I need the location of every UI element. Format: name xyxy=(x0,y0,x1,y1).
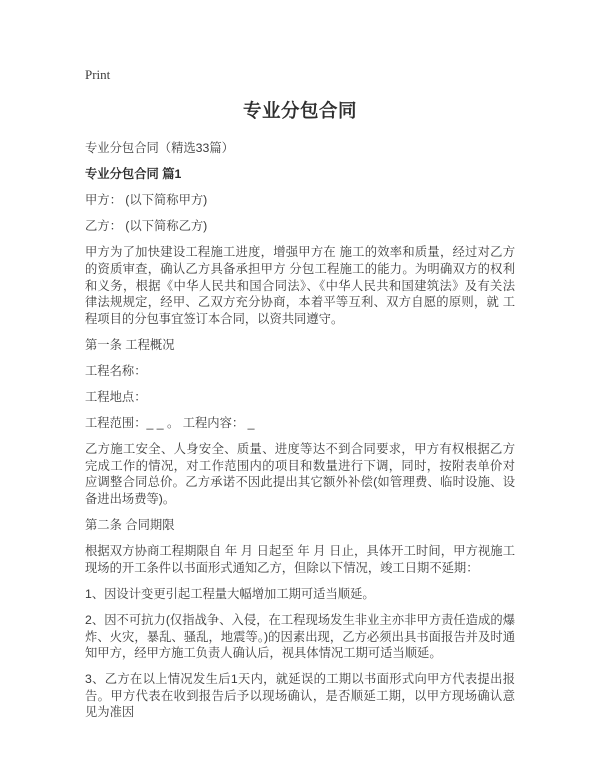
clause-2: 2、因不可抗力(仅指战争、入侵，在工程现场发生非业主亦非甲方责任造成的爆炸、火灾，暴乱、骚乱，地震等。)的因素出现，乙方必须出具书面报告并及时通知甲方，经甲方施工负责人确认后，视具体情况工期可适当顺延。 xyxy=(85,612,515,661)
heading-article-1: 第一条 工程概况 xyxy=(85,337,175,352)
paragraph-duration: 根据双方协商工程期限自 年 月 日起至 年 月 日止，具体开工时间，甲方视施工现场的开工条件以书面形式通知乙方，但除以下情况，竣工日期不延期： xyxy=(85,544,515,575)
clause-1: 1、因设计变更引起工程量大幅增加工期可适当顺延。 xyxy=(85,586,375,601)
clause-3: 3、乙方在以上情况发生后1天内，就延误的工期以书面形式向甲方代表提出报告。甲方代表在收到报告后予以现场确认，是否顺延工期，以甲方现场确认意见为准因 xyxy=(85,672,515,720)
paragraph-party-b: 乙方： (以下简称乙方) xyxy=(85,219,208,234)
line-project-location: 工程地点： xyxy=(85,390,147,405)
line-project-name: 工程名称： xyxy=(85,363,147,378)
paragraph-adjustment-clause: 乙方施工安全、人身安全、质量、进度等达不到合同要求，甲方有权根据乙方完成工作的情况，对工作范围内的项目和数量进行下调，同时，按附表单价对应调整合同总价。乙方承诺不因此提出其它额外补偿(如管理费、临时设施、设备进出场费等)。 xyxy=(85,442,515,506)
line-project-scope: 工程范围：_ _ 。 工程内容： _ xyxy=(85,416,255,431)
print-button[interactable]: Print xyxy=(85,67,111,82)
heading-article-2: 第二条 合同期限 xyxy=(85,518,175,533)
article-heading: 专业分包合同 篇1 xyxy=(85,167,182,182)
page-title: 专业分包合同 xyxy=(242,100,357,121)
paragraph-intro: 甲方为了加快建设工程施工进度，增强甲方在 施工的效率和质量，经过对乙方的资质审查，确认乙方具备承担甲方 分包工程施工的能力。为明确双方的权利和义务，根据《中华人民共和国合同法》、《中华人民共和国建筑法》及有关法律法规规定，经甲、乙双方充分协商，本着平等互利、双方自愿的原则，就 工程项目的分包事宜签订本合同，以资共同遵守。 xyxy=(85,245,515,326)
document-body xyxy=(85,140,515,721)
paragraph-party-a: 甲方： (以下简称甲方) xyxy=(85,193,208,208)
subtitle: 专业分包合同（精选33篇） xyxy=(85,141,234,155)
